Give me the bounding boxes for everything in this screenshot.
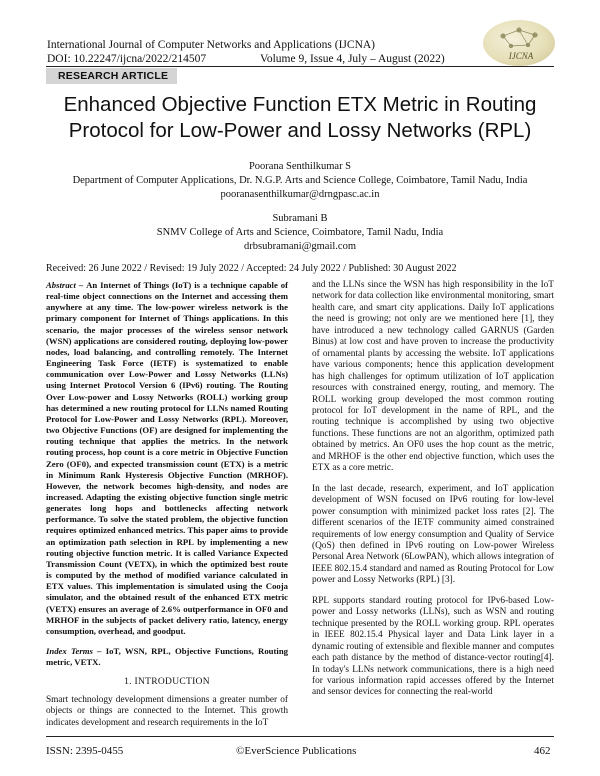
body-paragraph: and the LLNs since the WSN has high responsibility in the IoT network for data collection like environmental monitoring, smart health care, and smart city applications. Daily IoT applications the need is growing; not only are we mentioned here [1], they have introduced a new technology called GARNUS (Garden Binus) at low cost and have proven to increase the productivity of ornamental plants by accessing the website. IoT applications have various components; hence this application development has high challenges for optimum utilization of IoT application resources with constrained energy, routing, and memory. The ROLL working group developed the most common routing protocol for IoT development in the name of RPL, and the routing technique is accomplished by using two objective functions. These functions are not an algorithm, optimized path obtained by metrics. An OF0 uses the hop count as the metric, and MRHOF is the other end objective function, which uses the ETX as a core metric. (312, 280, 554, 474)
author-email: pooranasenthilkumar@drngpasc.ac.in (220, 189, 380, 200)
left-column (46, 280, 288, 738)
header-divider (46, 66, 554, 67)
body-paragraph: In the last decade, research, experiment, and IoT application development of WSN focused on IPv6 routing for low-level power consumption with minimized packet loss rates [2]. The different scenarios of the IETF community aimed constrained requirements of low energy consumption and Quality of Service (QoS) then defined in IPv6 routing on Low-power Wireless Personal Area Network (6LowPAN), which allows integration of IEEE 802.15.4 standard and named as Routing Protocol for Low power and Lossy Networks (RPL) [3]. (312, 483, 554, 586)
intro-paragraph: Smart technology development dimensions a greater number of objects or things are connected to the Internet. This growth indicates development and research requirements in the IoT (46, 694, 288, 728)
index-terms (46, 646, 288, 668)
doi: DOI: 10.22247/ijcna/2022/214507 (47, 53, 207, 65)
author-affiliation: Department of Computer Applications, Dr. N.G.P. Arts and Science College, Coimbatore, Tamil Nadu, India (72, 175, 528, 186)
footer-publisher: ©EverScience Publications (236, 745, 357, 757)
index-terms-text: IoT, WSN, RPL, Objective Functions, Routing metric, VETX. (46, 646, 288, 668)
author-affiliation: SNMV College of Arts and Science, Coimbatore, Tamil Nadu, India (156, 227, 444, 238)
abstract-text: An Internet of Things (IoT) is a technique capable of real-time object connections on the Internet and accessing them anywhere at any time. The low-power wireless network is the primary component for Internet of Things applications. In this scenario, the major processes of the wireless sensor network (WSN) applications are considered routing, deploying low-power nodes, load balancing, and controlling remotely. The Internet Engineering Task Force (IETF) is systematized to enable communication over Low-Power and Lossy Networks (LLNs) using Internet Protocol Version 6 (IPv6) routing. The Routing Over Low-power and Lossy Networks (ROLL) working group has determined a new routing protocol for LLNs named Routing Protocol for Low-Power and Lossy Networks (RPL). Moreover, two Objective Functions (OF) are designed for implementing the routing technique that applies the metrics. In the network routing process, hop count is a core metric in Objective Function Zero (OF0), and expected transmission count (ETX) is a metric in Minimum Rank Hysteresis Objective Function (MRHOF). However, the network becomes high-density, and nodes are increased. Adapting the existing objective function single metric generates long hops and bottlenecks affecting network performance. To solve the stated problem, the objective function requires optimized enhanced metrics. This paper aims to provide an optimization path selection in RPL by implementing a new routing objective function metric. It is called Variance Expected Transmission Count (VETX), in which the optimized best route is computed by the method of modified variance calculated in ETX values. This implementation is simulated using the Cooja simulator, and the obtained result of the enhanced ETX metric (VETX) ensures an average of 2.6% outperformance in OF0 and MRHOF in the subjects of packet delivery ratio, latency, energy consumption, overhead, and goodput. (46, 280, 288, 636)
abstract-label: Abstract – (46, 280, 87, 290)
author-name: Subramani B (272, 213, 328, 224)
page-number: 462 (534, 745, 551, 757)
article-type-badge: RESEARCH ARTICLE (46, 68, 177, 84)
abstract (46, 280, 288, 637)
journal-logo (483, 20, 555, 66)
right-column (312, 280, 554, 708)
journal-name: International Journal of Computer Networks and Applications (IJCNA) (47, 39, 376, 51)
index-terms-label: Index Terms – (46, 646, 106, 656)
logo-graphic (483, 20, 555, 66)
footer-divider (46, 736, 554, 737)
volume-issue: Volume 9, Issue 4, July – August (2022) (260, 53, 445, 65)
footer-issn: ISSN: 2395-0455 (46, 745, 124, 757)
author-email: drbsubramani@gmail.com (243, 241, 357, 252)
section-heading: 1. INTRODUCTION (124, 677, 210, 688)
author-name: Poorana Senthilkumar S (248, 161, 352, 172)
body-paragraph: RPL supports standard routing protocol for IPv6-based Low-power and Lossy networks (LLNs), such as WSN and routing technique presented by the ROLL working group. RPL operates in IEEE 802.15.4 Physical layer and Data Link layer in a dynamic routing of extensible and flexible manner and computes each path distance by the method of distance-vector routing[4]. In today's LLNs network communications, there is a high need for various information rapid accesses offered by the Internet and sensor devices for connecting the real-world (312, 595, 554, 698)
publication-dates: Received: 26 June 2022 / Revised: 19 July 2022 / Accepted: 24 July 2022 / Published: 30 August 2022 (46, 263, 457, 274)
paper-title: Enhanced Objective Function ETX Metric in Routing Protocol for Low-Power and Lossy Networks (RPL) (63, 93, 537, 142)
logo-text: IJCNA (508, 51, 534, 61)
